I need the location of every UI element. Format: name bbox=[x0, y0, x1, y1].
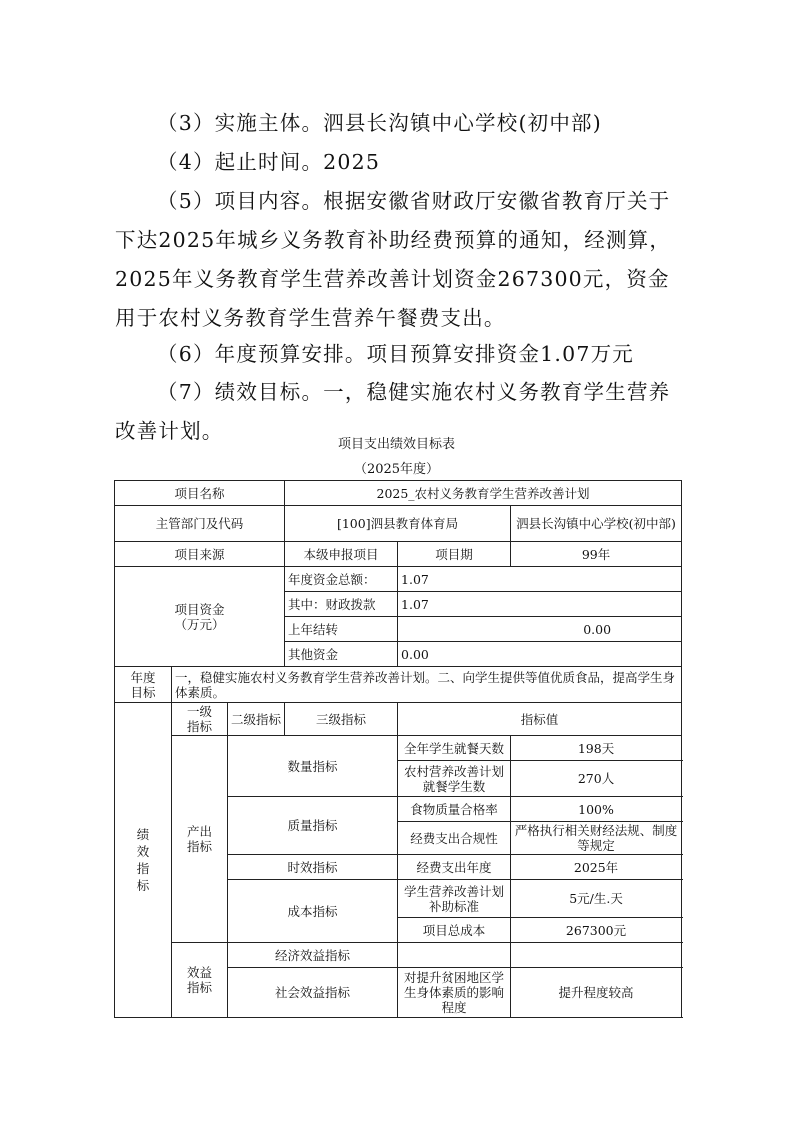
c1-name: 学生营养改善计划补助标准 bbox=[398, 880, 511, 918]
q1-value: 198天 bbox=[511, 736, 682, 761]
fund-carry-value: 0.00 bbox=[398, 617, 682, 642]
benefit-label: 效益指标 bbox=[186, 965, 212, 995]
fund-unit: （万元） bbox=[174, 616, 225, 632]
ql2-name: 经费支出合规性 bbox=[398, 822, 511, 855]
fund-total-value: 1.07 bbox=[398, 567, 682, 592]
table-row bbox=[115, 667, 682, 703]
dept-value: [100]泗县教育体育局 bbox=[285, 506, 511, 542]
output-label: 产出指标 bbox=[186, 824, 212, 854]
annual-goal-label-text: 年度目标 bbox=[130, 669, 156, 700]
c1-value: 5元/生.天 bbox=[511, 880, 682, 918]
ql1-name: 食物质量合格率 bbox=[398, 797, 511, 822]
header-level3: 三级指标 bbox=[285, 703, 398, 736]
paragraph-period: （4）起止时间。2025 bbox=[157, 150, 381, 174]
t1-value: 2025年 bbox=[511, 855, 682, 880]
annual-goal-value: 一，稳健实施农村义务教育学生营养改善计划。二、向学生提供等值优质食品，提高学生身体素质。 bbox=[172, 667, 682, 703]
indicator-label: 绩效指标 bbox=[136, 827, 150, 893]
econ-value bbox=[511, 943, 682, 968]
table-year: （2025年度） bbox=[353, 462, 440, 477]
social-label: 社会效益指标 bbox=[228, 968, 398, 1018]
t1-name: 经费支出年度 bbox=[398, 855, 511, 880]
fund-other-label: 其他资金 bbox=[285, 642, 398, 667]
table-row bbox=[115, 567, 682, 592]
c2-value: 267300元 bbox=[511, 918, 682, 943]
project-name-label: 项目名称 bbox=[115, 481, 285, 506]
econ-name bbox=[398, 943, 511, 968]
performance-table bbox=[114, 480, 682, 1018]
table-row bbox=[115, 481, 682, 506]
table-row bbox=[115, 943, 682, 968]
header-level1 bbox=[172, 703, 228, 736]
econ-label: 经济效益指标 bbox=[228, 943, 398, 968]
quality-label: 质量指标 bbox=[228, 797, 398, 855]
source-label: 项目来源 bbox=[115, 542, 285, 567]
fund-fiscal-value: 1.07 bbox=[398, 592, 682, 617]
table-row bbox=[115, 736, 682, 761]
project-name-value: 2025_农村义务教育学生营养改善计划 bbox=[285, 481, 682, 506]
q2-value: 270人 bbox=[511, 761, 682, 797]
paragraph-content: （5）项目内容。根据安徽省财政厅安徽省教育厅关于下达2025年城乡义务教育补助经费预算的通知，经测算，2025年义务教育学生营养改善计划资金267300元，资金用于农村义务教育学生营养午餐费支出。 bbox=[115, 189, 672, 330]
fund-other-value: 0.00 bbox=[398, 642, 682, 667]
fund-label: 项目资金 bbox=[174, 601, 225, 617]
unit-value: 泗县长沟镇中心学校(初中部) bbox=[511, 506, 682, 542]
ql2-value: 严格执行相关财经法规、制度等规定 bbox=[511, 822, 682, 855]
s1-value: 提升程度较高 bbox=[511, 968, 682, 1018]
quantity-label: 数量指标 bbox=[228, 736, 398, 797]
q1-name: 全年学生就餐天数 bbox=[398, 736, 511, 761]
fund-label-cell bbox=[115, 567, 285, 667]
fund-total-label: 年度资金总额： bbox=[285, 567, 398, 592]
header-value: 指标值 bbox=[398, 703, 682, 736]
period-label: 项目期 bbox=[398, 542, 511, 567]
dept-label: 主管部门及代码 bbox=[115, 506, 285, 542]
q2-name: 农村营养改善计划就餐学生数 bbox=[398, 761, 511, 797]
source-value: 本级申报项目 bbox=[285, 542, 398, 567]
header-level2: 二级指标 bbox=[228, 703, 285, 736]
fund-fiscal-label: 其中：财政拨款 bbox=[285, 592, 398, 617]
c2-name: 项目总成本 bbox=[398, 918, 511, 943]
fund-carry-label: 上年结转 bbox=[285, 617, 398, 642]
paragraph-budget: （6）年度预算安排。项目预算安排资金1.07万元 bbox=[157, 342, 634, 366]
header-level1-text: 一级指标 bbox=[186, 704, 212, 734]
ql1-value: 100% bbox=[511, 797, 682, 822]
s1-name: 对提升贫困地区学生身体素质的影响程度 bbox=[398, 968, 511, 1018]
table-row bbox=[115, 506, 682, 542]
table-row bbox=[115, 542, 682, 567]
paragraph-goal: （7）绩效目标。一，稳健实施农村义务教育学生营养改善计划。 bbox=[115, 380, 671, 443]
indicator-label-cell bbox=[115, 703, 172, 1018]
cost-label: 成本指标 bbox=[228, 880, 398, 943]
table-title: 项目支出绩效目标表 bbox=[337, 437, 455, 452]
output-label-cell bbox=[172, 736, 228, 943]
annual-goal-label bbox=[115, 667, 172, 703]
time-label: 时效指标 bbox=[228, 855, 398, 880]
paragraph-implementer: （3）实施主体。泗县长沟镇中心学校(初中部) bbox=[157, 111, 602, 135]
benefit-label-cell bbox=[172, 943, 228, 1018]
table-row bbox=[115, 703, 682, 736]
period-value: 99年 bbox=[511, 542, 682, 567]
